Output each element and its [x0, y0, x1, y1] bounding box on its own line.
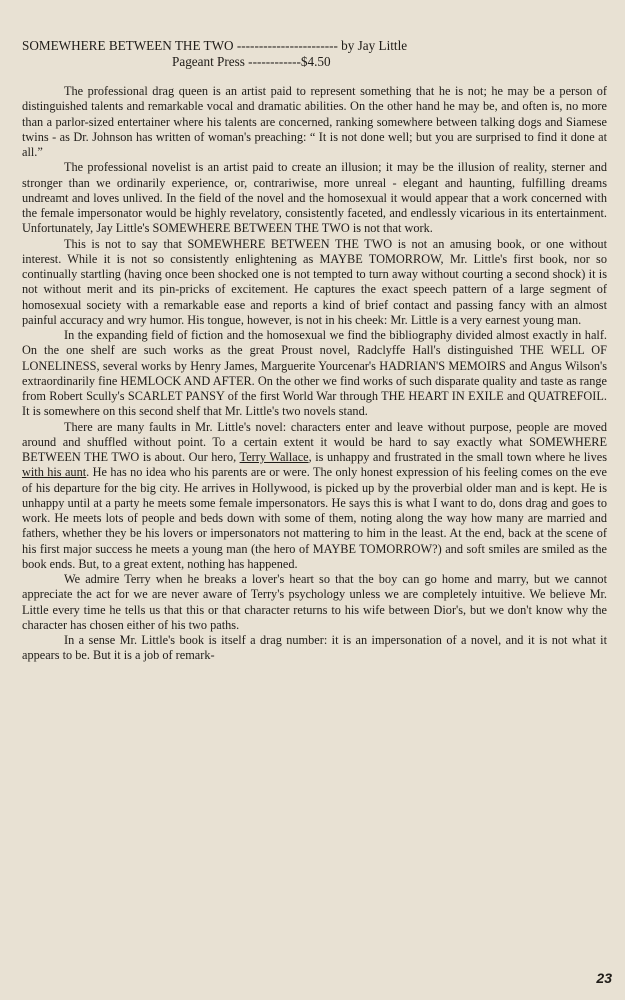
paragraph: The professional drag queen is an artist paid to represent something that he is not; he may be a person of distinguished talents and remarkable vocal and dramatic abilities. On the other hand he may be, and often is, no more than a parlor-sized entertainer where his talents are concerned, ranking somewhere between talking dogs and Siamese twins - as Dr. Johnson has written of woman's preaching: “ It is not done well; but you are surprised to find it done at all.”	[22, 84, 607, 159]
paragraph-text: , is unhappy and frustrated in the small town where he lives	[308, 450, 607, 464]
paragraph-text: There are many faults in Mr. Little's novel: characters enter and leave without purpose, people are moved around and shuffled without point. To a certain extent it would be hard to say exactly what SOMEWHERE BETWEEN THE TWO is about. Our hero,	[22, 419, 607, 464]
book-title-line: SOMEWHERE BETWEEN THE TWO ----------------------- by Jay Little	[22, 38, 408, 53]
paragraph: We admire Terry when he breaks a lover's heart so that the boy can go home and marry, but we cannot appreciate the act for we are never aware of Terry's psychology unless we are completely intuitive. We believe Mr. Little every time he tells us that this or that character returns to his wife between Dior's, but we don't know why the character has chosen either of his two paths.	[22, 572, 607, 632]
paragraph-text: . He has no idea who his parents are or were. The only honest expression of his feeling comes on the eve of his departure for the big city. He arrives in Hollywood, is picked up by the proverbial older man and is kept. He is unhappy until at a party he meets some female impersonators. He says this is what I want to do, dons drag and goes to work. He meets lots of people and beds down with some of them, noting along the way how many are married and fathers, whether they be his lovers or impersonators not mattering to him in the least. At the end, back at the scene of his first major success he meets a young man (the hero of MAYBE TOMORROW?) and soft smiles are smiled as the book ends. But, to a great extent, nothing has happened.	[22, 465, 607, 571]
review-body	[22, 84, 607, 664]
aunt-phrase: with his aunt	[22, 465, 87, 480]
paragraph: The professional novelist is an artist paid to create an illusion; it may be the illusion of reality, sterner and stronger than we ordinarily experience, or, contrariwise, more unreal - elegant and haunting, fulfilling dreams undreamt and loves unlived. In the field of the novel and the homosexual it would appear that a work concerned with the female impersonator would be highly revelatory, consistently faceted, and endlessly vicarious in its entertainment. Unfortunately, Jay Little's SOMEWHERE BETWEEN THE TWO is not that work.	[22, 160, 607, 236]
paragraph: In the expanding field of fiction and the homosexual we find the bibliography divided almost exactly in half. On the one shelf are such works as the great Proust novel, Radclyffe Hall's distinguished THE WELL OF LONELINESS, several works by Henry James, Marguerite Yourcenar's HADRIAN'S MEMOIRS and Angus Wilson's extraordinarily fine HEMLOCK AND AFTER. On the other we find works of such disparate quality and taste as range from Robert Scully's SCARLET PANSY of the first World War through THE HEART IN EXILE and QUATREFOIL. It is somewhere on this second shelf that Mr. Little's two novels stand.	[22, 328, 607, 419]
paragraph: This is not to say that SOMEWHERE BETWEEN THE TWO is not an amusing book, or one without interest. While it is not so consistently enlightening as MAYBE TOMORROW, Mr. Little's first book, nor so continually startling (having once been shocked one is not tempted to turn away without courting a second shock) it is not without merit and its pin-pricks of excitement. He captures the exact speech pattern of a large segment of homosexual society with a remarkable ease and reports a kind of brief contact and passing fancy with an almost painful accuracy and wry humor. His tongue, however, is not in his cheek: Mr. Little is a very earnest young man.	[22, 236, 607, 327]
publisher-price-line: Pageant Press ------------$4.50	[172, 54, 331, 69]
paragraph: In a sense Mr. Little's book is itself a drag number: it is an impersonation of a novel, and it is not what it appears to be. But it is a job of remark-	[22, 633, 607, 663]
paragraph	[22, 420, 607, 573]
page-number: 23	[596, 970, 612, 986]
hero-name: Terry Wallace	[239, 450, 309, 464]
